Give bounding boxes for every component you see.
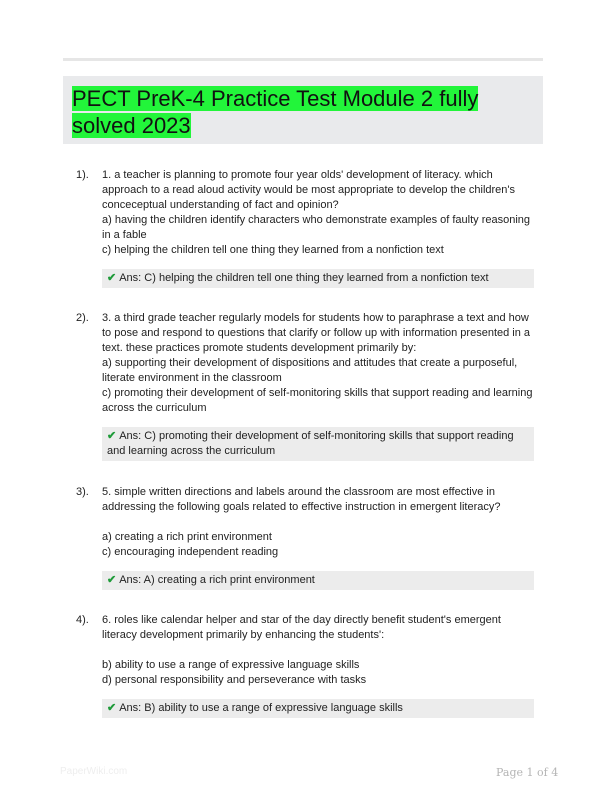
option: a) supporting their development of dispositions and attitudes that create a purposeful, literate environment in the classroom [102, 357, 518, 384]
answer-text: Ans: C) promoting their development of self-monitoring skills that support reading and learning across the curriculum [107, 430, 514, 457]
page-title [72, 85, 537, 139]
question-number: 1). [76, 169, 89, 181]
answer-text: Ans: A) creating a rich print environment [119, 574, 315, 586]
question-number: 4). [76, 614, 89, 626]
check-icon: ✔ [107, 430, 117, 442]
option: c) helping the children tell one thing they learned from a nonfiction text [102, 244, 444, 256]
question-body [102, 311, 538, 416]
question-text: 6. roles like calendar helper and star of the day directly benefit student's emergent literacy development primarily by enhancing the students': [102, 614, 501, 641]
option: c) promoting their development of self-monitoring skills that support reading and learning across the curriculum [102, 387, 533, 414]
question-number: 3). [76, 486, 89, 498]
option: a) creating a rich print environment [102, 531, 272, 543]
question-body [102, 613, 538, 688]
check-icon: ✔ [107, 272, 117, 284]
question-text: 1. a teacher is planning to promote four year olds' development of literacy. which approach to a read aloud activity would be most appropriate to develop the children's conceceptual understanding of fact and opinion? [102, 169, 516, 211]
title-text: PECT PreK-4 Practice Test Module 2 fully solved 2023 [72, 86, 479, 138]
answer-box [102, 571, 534, 590]
answer-box [102, 427, 534, 461]
footer-site: PaperWiki.com [60, 766, 128, 777]
answer-box [102, 699, 534, 718]
spacer [102, 515, 538, 530]
spacer [102, 643, 538, 658]
answer-text: Ans: B) ability to use a range of expressive language skills [119, 702, 403, 714]
option: a) having the children identify characters who demonstrate examples of faulty reasoning in a fable [102, 214, 531, 241]
title-box [63, 76, 543, 144]
option: b) ability to use a range of expressive language skills [102, 659, 360, 671]
question-text: 5. simple written directions and labels around the classroom are most effective in addressing the following goals related to effective instruction in emergent literacy? [102, 486, 501, 513]
question-text: 3. a third grade teacher regularly models for students how to paraphrase a text and how to pose and respond to questions that clarify or follow up with information presented in a text. these practices promote students development primarily by: [102, 312, 531, 354]
answer-box [102, 269, 534, 288]
option: d) personal responsibility and perseverance with tasks [102, 674, 367, 686]
check-icon: ✔ [107, 702, 117, 714]
question-number: 2). [76, 312, 89, 324]
top-divider [63, 58, 543, 61]
check-icon: ✔ [107, 574, 117, 586]
page-number: Page 1 of 4 [496, 766, 559, 779]
answer-text: Ans: C) helping the children tell one thing they learned from a nonfiction text [119, 272, 489, 284]
option: c) encouraging independent reading [102, 546, 279, 558]
question-body [102, 485, 538, 560]
question-body [102, 168, 538, 258]
